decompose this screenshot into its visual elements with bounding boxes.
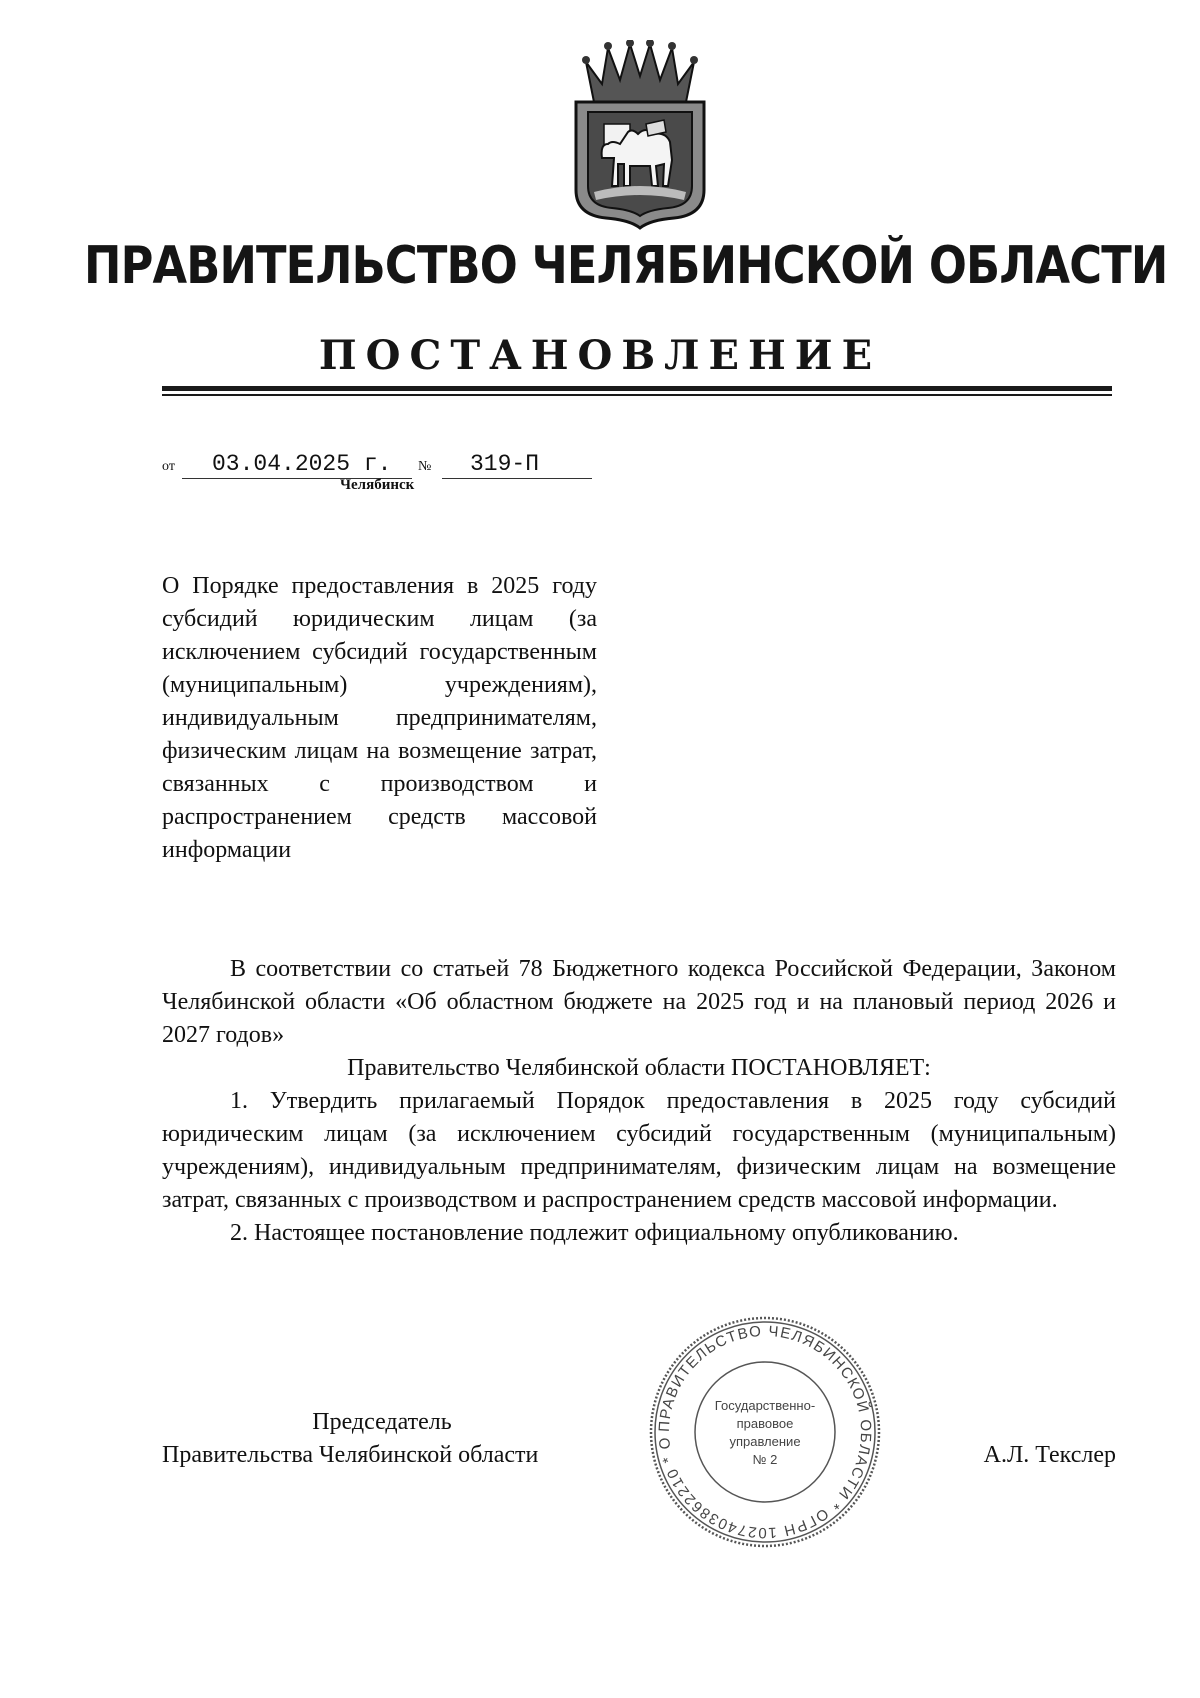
signature-block: [162, 1406, 1116, 1486]
document-city: Челябинск: [340, 477, 415, 493]
resolve-line: Правительство Челябинской области ПОСТАНОВЛЯЕТ:: [347, 1055, 931, 1081]
official-seal-icon: [647, 1314, 883, 1550]
resolution-item-2: 2. Настоящее постановление подлежит официальному опубликованию.: [230, 1220, 959, 1246]
date-prefix: от: [162, 459, 175, 474]
document-body: [162, 953, 1116, 1250]
number-underline: [442, 478, 592, 479]
seal-inner-line-4: № 2: [752, 1452, 778, 1467]
seal-inner-line-3: управление: [729, 1434, 801, 1449]
resolution-item-1: 1. Утвердить прилагаемый Порядок предоставления в 2025 году субсидий юридическим лицам (за исключением субсидий государственным (муниципальным) учреждениям), индивидуальным предпринимателям, физическим лицам на возмещение затрат, связанных с производством и распространением средств массовой информации.: [162, 1088, 1116, 1213]
seal-inner-line-1: Государственно-: [714, 1398, 816, 1413]
document-subject: О Порядке предоставления в 2025 году субсидий юридическим лицам (за исключением субсидий государственным (муниципальным) учреждениям), индивидуальным предпринимателям, физическим лицам на возмещение затрат, связанных с производством и распространением средств массовой информации: [162, 573, 597, 863]
signatory-name: А.Л. Текслер: [983, 1442, 1116, 1468]
header-divider-thin: [162, 394, 1112, 396]
government-title: ПРАВИТЕЛЬСТВО ЧЕЛЯБИНСКОЙ ОБЛАСТИ: [84, 236, 1168, 296]
number-prefix: №: [418, 459, 432, 474]
preamble-paragraph: В соответствии со статьей 78 Бюджетного кодекса Российской Федерации, Законом Челябинской области «Об областном бюджете на 2025 год и на плановый период 2026 и 2027 годов»: [162, 956, 1116, 1048]
chelyabinsk-coat-of-arms-icon: [568, 40, 712, 230]
document-meta: [162, 447, 592, 479]
signatory-position-line1: Председатель: [312, 1409, 452, 1435]
signatory-position-line2: Правительства Челябинской области: [162, 1442, 539, 1468]
seal-inner-line-2: правовое: [736, 1416, 794, 1431]
header-divider-thick: [162, 386, 1112, 391]
document-number: 319-П: [470, 451, 540, 477]
seal-outer-text: ПРАВИТЕЛЬСТВО ЧЕЛЯБИНСКОЙ ОБЛАСТИ * ОГРН 1027403862210 * О: [655, 1322, 875, 1542]
document-date: 03.04.2025 г.: [212, 451, 392, 477]
document-type: ПОСТАНОВЛЕНИЕ: [318, 332, 882, 379]
